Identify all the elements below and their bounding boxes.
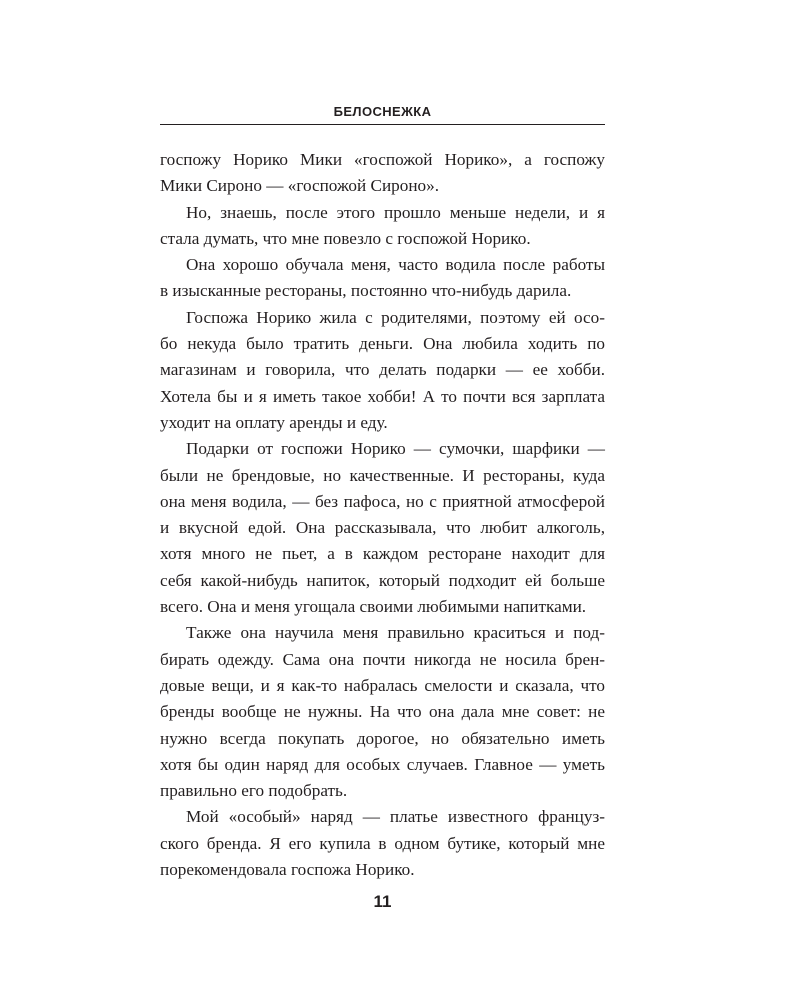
text-line: бренды вообще не нужны. На что она дала мне совет: не (160, 702, 605, 722)
text-line: Мики Сироно — «госпожой Сироно». (160, 176, 440, 196)
text-line: хотя бы один наряд для особых случаев. Главное — уметь (160, 754, 605, 774)
text-line: хотя много не пьет, а в каждом ресторане находит для (160, 544, 605, 564)
text-line: Хотела бы и я иметь такое хобби! А то почти вся зарплата (160, 386, 605, 406)
text-line: уходит на оплату аренды и еду. (160, 412, 388, 432)
text-line: Подарки от госпожи Норико — сумочки, шарфики — (186, 439, 605, 459)
text-line: магазинам и говорила, что делать подарки — ее хобби. (160, 360, 605, 380)
text-line: Она хорошо обучала меня, часто водила после работы (186, 255, 605, 275)
text-line: правильно его подобрать. (160, 781, 348, 801)
text-line: себя какой-нибудь напиток, который подходит ей больше (160, 570, 605, 590)
text-line: бирать одежду. Сама она почти никогда не носила брен- (160, 649, 605, 669)
text-line: довые вещи, и я как-то набралась смелости и сказала, что (160, 675, 605, 695)
text-line: госпожу Норико Мики «госпожой Норико», а госпожу (160, 150, 605, 169)
text-line: порекомендовала госпожа Норико. (160, 860, 415, 880)
header-rule (160, 124, 605, 125)
text-line: Но, знаешь, после этого прошло меньше недели, и я (186, 202, 605, 222)
text-line: были не брендовые, но качественные. И рестораны, куда (160, 465, 605, 485)
text-line: нужно всегда покупать дорогое, но обязательно иметь (160, 728, 605, 748)
page-number: 11 (373, 892, 392, 911)
text-line: Госпожа Норико жила с родителями, поэтому ей осо- (186, 307, 605, 327)
text-line: всего. Она и меня угощала своими любимыми напитками. (160, 597, 587, 617)
text-line: Также она научила меня правильно краситься и под- (186, 623, 605, 643)
text-line: Мой «особый» наряд — платье известного француз- (186, 807, 605, 827)
running-header: БЕЛОСНЕЖКА (333, 104, 432, 119)
body-text (160, 147, 605, 883)
text-line: она меня водила, — без пафоса, но с приятной атмосферой (160, 491, 605, 511)
text-line: стала думать, что мне повезло с госпожой Норико. (160, 228, 531, 248)
text-line: ского бренда. Я его купила в одном бутике, который мне (160, 833, 605, 853)
text-line: бо некуда было тратить деньги. Она любила ходить по (160, 334, 605, 354)
text-line: в изысканные рестораны, постоянно что-нибудь дарила. (160, 281, 572, 301)
text-line: и вкусной едой. Она рассказывала, что любит алкоголь, (160, 518, 605, 538)
